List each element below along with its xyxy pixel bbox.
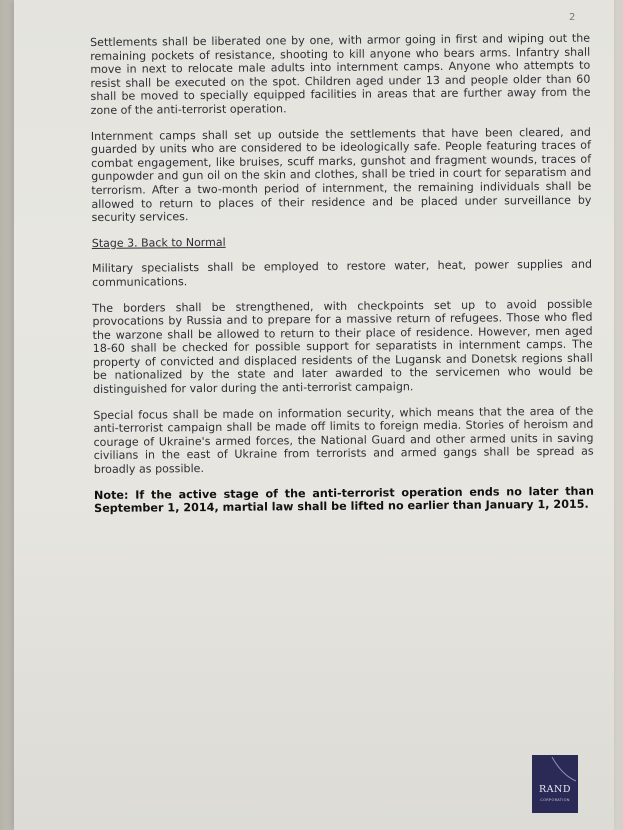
paragraph: Internment camps shall set up outside the settlements that have been cleared, and guarded by units who are considered to be ideologically safe. People featuring traces of combat engagement, like bruises, scuff marks, gunshot and fragment wounds, traces of gunpowder and gun oil on the skin and clothes, shall be tried in court for separatism and terrorism. After a two-month period of internment, the remaining individuals shall be allowed to return to places of their residence and be placed under surveillance by security services. (90, 125, 592, 225)
note-paragraph: Note: If the active stage of the anti-terrorist operation ends no later than September 1, 2014, martial law shall be lifted no earlier than January 1, 2015. (93, 484, 595, 516)
paragraph: Special focus shall be made on information security, which means that the area of the anti-terrorist campaign shall be made off limits to foreign media. Stories of heroism and courage of Ukraine's armed forces, the National Guard and other armed units in saving civilians in the east of Ukraine from terrorists and armed gangs shall be spread as broadly as possible. (93, 404, 594, 477)
paragraph: Settlements shall be liberated one by one, with armor going in first and wiping out the remaining pockets of resistance, shooting to kill anyone who bears arms. Infantry shall move in next to relocate male adults into internment camps. Anyone who attempts to resist shall be executed on the spot. Children aged under 13 and people older than 60 shall be moved to specially equipped facilities in areas that are further away from the zone of the anti-terrorist operation. (90, 31, 591, 117)
paragraph: The borders shall be strengthened, with checkpoints set up to avoid possible provocations by Russia and to prepare for a massive return of refugees. Those who fled the warzone shall be allowed to return to their place of residence. However, men aged 18-60 shall be checked for possible support for separatists in internment camps. The property of convicted and displaced residents of the Lugansk and Donetsk regions shall be nationalized by the state and later awarded to the servicemen who would be distinguished for valor during the anti-terrorist campaign. (92, 297, 594, 397)
document-body (90, 32, 594, 528)
paragraph: Military specialists shall be employed to restore water, heat, power supplies and communications. (91, 257, 593, 289)
section-heading: Stage 3. Back to Normal (91, 235, 226, 250)
rand-logo-icon (532, 755, 578, 813)
logo-subtitle: CORPORATION (540, 798, 570, 802)
page-number: 2 (569, 12, 576, 23)
document-page (14, 0, 614, 830)
logo-wordmark: RAND (539, 784, 571, 795)
